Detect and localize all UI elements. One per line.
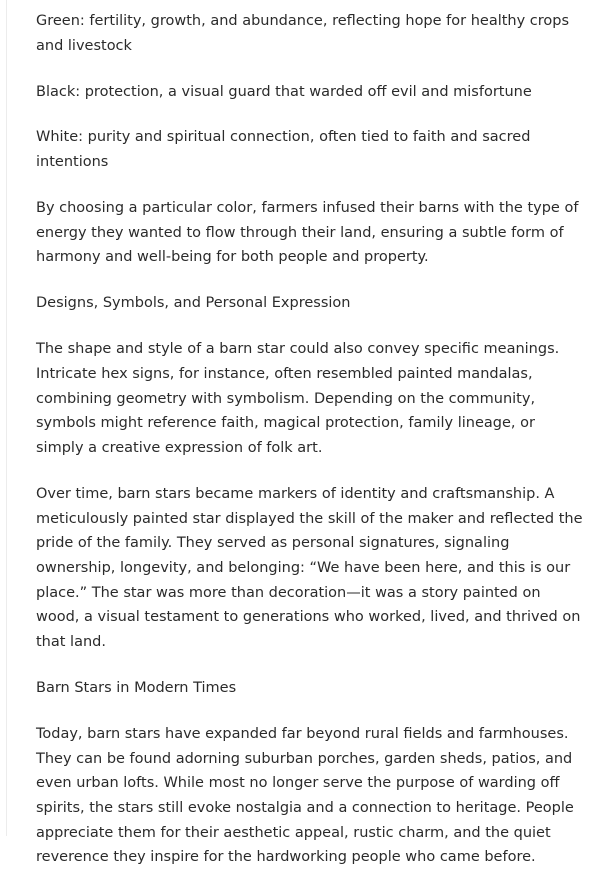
color-meaning-white: White: purity and spiritual connection, often tied to faith and sacred intentions	[36, 129, 531, 171]
left-border-line	[6, 0, 7, 836]
paragraph-color-choice: By choosing a particular color, farmers infused their barns with the type of energy they wanted to flow through their land, ensuring a subtle form of harmony and well-being for both people and property.	[36, 200, 579, 266]
paragraph-today: Today, barn stars have expanded far beyond rural fields and farmhouses. They can be found adorning suburban porches, garden sheds, patios, and even urban lofts. While most no longer serve the purpose of warding off spirits, the stars still evoke nostalgia and a connection to heritage. People appreciate them for their aesthetic appeal, rustic charm, and the quiet reverence they inspire for the hardworking people who came before.	[36, 725, 574, 866]
paragraph-identity: Over time, barn stars became markers of identity and craftsmanship. A meticulously painted star displayed the skill of the maker and reflected the pride of the family. They served as personal signatures, signaling ownership, longevity, and belonging: “We have been here, and this is our place.” The star was more than decoration—it was a story painted on wood, a visual testament to generations who worked, lived, and thrived on that land.	[36, 485, 583, 651]
color-meaning-green: Green: fertility, growth, and abundance, reflecting hope for healthy crops and livestock	[36, 13, 570, 54]
paragraph-shape-style: The shape and style of a barn star could also convey specific meanings. Intricate hex signs, for instance, often resembled painted mandalas, combining geometry with symbolism. Depending on the community, symbols might reference faith, magical protection, family lineage, or simply a creative expression of folk art.	[36, 341, 560, 457]
section-heading-designs: Designs, Symbols, and Personal Expression	[36, 295, 351, 312]
color-meaning-black: Black: protection, a visual guard that warded off evil and misfortune	[36, 83, 532, 100]
article-body	[36, 9, 584, 891]
section-heading-modern-times: Barn Stars in Modern Times	[36, 680, 237, 697]
